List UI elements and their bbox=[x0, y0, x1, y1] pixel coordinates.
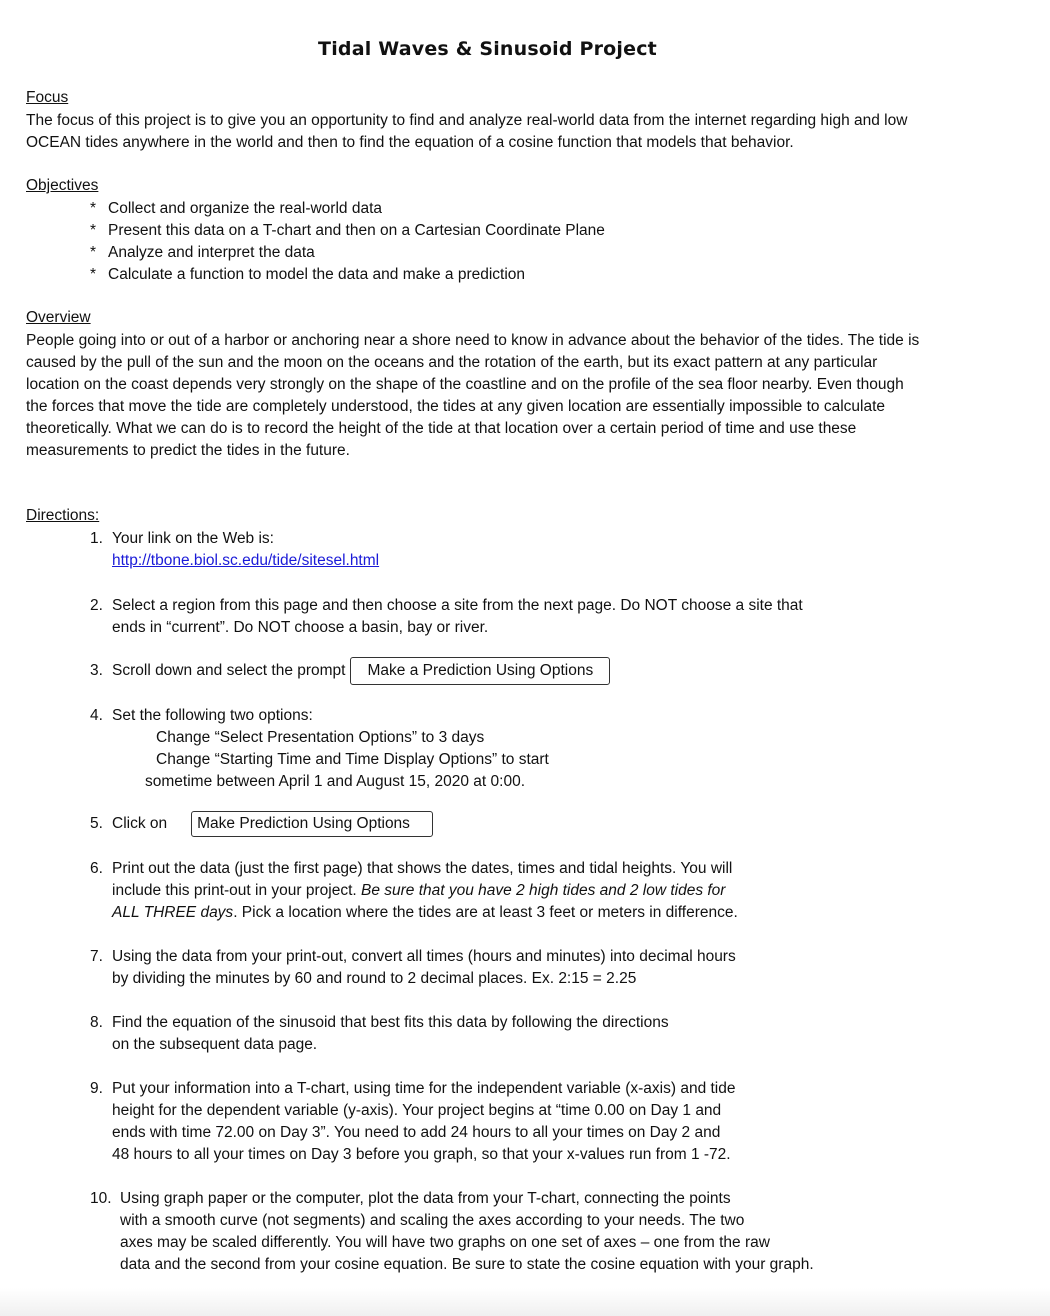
step-6: 6. Print out the data (just the first page) that shows the dates, times and tidal heights. You will include this print-out in your project. Be sure that you have 2 high tides and 2 low tides for ALL THREE days. Pick a location where the tides are at least 3 feet or meters in difference. bbox=[90, 860, 738, 921]
step-8: 8. Find the equation of the sinusoid that best fits this data by following the directions on the subsequent data page. bbox=[90, 1014, 669, 1053]
list-item: * Present this data on a T-chart and then on a Cartesian Coordinate Plane bbox=[90, 220, 605, 242]
overview-paragraph bbox=[26, 330, 991, 462]
objectives-heading: Objectives bbox=[26, 177, 99, 194]
overview-line: measurements to predict the tides in the future. bbox=[26, 442, 350, 459]
list-item: * Analyze and interpret the data bbox=[90, 242, 605, 264]
list-item: * Collect and organize the real-world data bbox=[90, 198, 605, 220]
step-7: 7. Using the data from your print-out, convert all times (hours and minutes) into decimal hours by dividing the minutes by 60 and round to 2 decimal places. Ex. 2:15 = 2.25 bbox=[90, 948, 736, 987]
list-item: * Calculate a function to model the data and make a prediction bbox=[90, 264, 605, 286]
bullet-icon: * bbox=[90, 200, 97, 217]
step-2: 2. Select a region from this page and then choose a site from the next page. Do NOT choose a site that ends in “current”. Do NOT choose a basin, bay or river. bbox=[90, 597, 803, 636]
overview-line: theoretically. What we can do is to record the height of the tide at that location over a certain period of time and use these bbox=[26, 420, 857, 437]
focus-paragraph bbox=[26, 110, 991, 154]
overview-heading: Overview bbox=[26, 309, 91, 326]
focus-line: OCEAN tides anywhere in the world and then to find the equation of a cosine function that models that behavior. bbox=[26, 134, 794, 151]
focus-line: The focus of this project is to give you an opportunity to find and analyze real-world data from the internet regarding high and low bbox=[26, 112, 908, 129]
objectives-list bbox=[90, 198, 605, 286]
overview-line: the forces that move the tide are completely understood, the tides at any given location are essentially impossible to calculate bbox=[26, 398, 886, 415]
bullet-icon: * bbox=[90, 244, 97, 261]
make-prediction-button[interactable]: Make a Prediction Using Options bbox=[350, 657, 610, 685]
step-3: 3. Scroll down and select the prompt Make a Prediction Using Options bbox=[90, 657, 610, 685]
step-1: 1. Your link on the Web is: http://tbone.biol.sc.edu/tide/sitesel.html bbox=[90, 530, 380, 569]
page-title: Tidal Waves & Sinusoid Project bbox=[318, 38, 657, 60]
bullet-icon: * bbox=[90, 266, 97, 283]
make-prediction-using-options-button[interactable]: Make Prediction Using Options bbox=[191, 811, 433, 837]
overview-line: People going into or out of a harbor or anchoring near a shore need to know in advance about the behavior of the tides. The tide is bbox=[26, 332, 920, 349]
tide-site-link[interactable]: http://tbone.biol.sc.edu/tide/sitesel.html bbox=[112, 552, 380, 569]
bullet-icon: * bbox=[90, 222, 97, 239]
step-10: 10. Using graph paper or the computer, plot the data from your T-chart, connecting the points with a smooth curve (not segments) and scaling the axes according to your needs. The two axes may be scaled differently. You will have two graphs on one set of axes – one from the raw data and the second from your cosine equation. Be sure to state the cosine equation with your graph. bbox=[90, 1190, 814, 1273]
focus-heading: Focus bbox=[26, 89, 69, 106]
directions-heading: Directions: bbox=[26, 507, 100, 524]
step-9: 9. Put your information into a T-chart, using time for the independent variable (x-axis) and tide height for the dependent variable (y-axis). Your project begins at “time 0.00 on Day 1 and ends with time 72.00 on Day 3”. You need to add 24 hours to all your times on Day 2 and 48 hours to all your times on Day 3 before you graph, so that your x-values run from 1 -72. bbox=[90, 1080, 736, 1163]
step-4: 4. Set the following two options: Change “Select Presentation Options” to 3 days Change “Starting Time and Time Display Options” to start sometime between April 1 and August 15, 2020 at 0:00. bbox=[90, 707, 549, 790]
page-bottom-edge bbox=[0, 1288, 1050, 1316]
step-5: 5. Click on Make Prediction Using Options bbox=[90, 811, 433, 837]
overview-line: caused by the pull of the sun and the moon on the oceans and the rotation of the earth, but its exact pattern at any particular bbox=[26, 354, 878, 371]
overview-line: location on the coast depends very strongly on the shape of the coastline and on the profile of the sea floor nearby. Even though bbox=[26, 376, 904, 393]
